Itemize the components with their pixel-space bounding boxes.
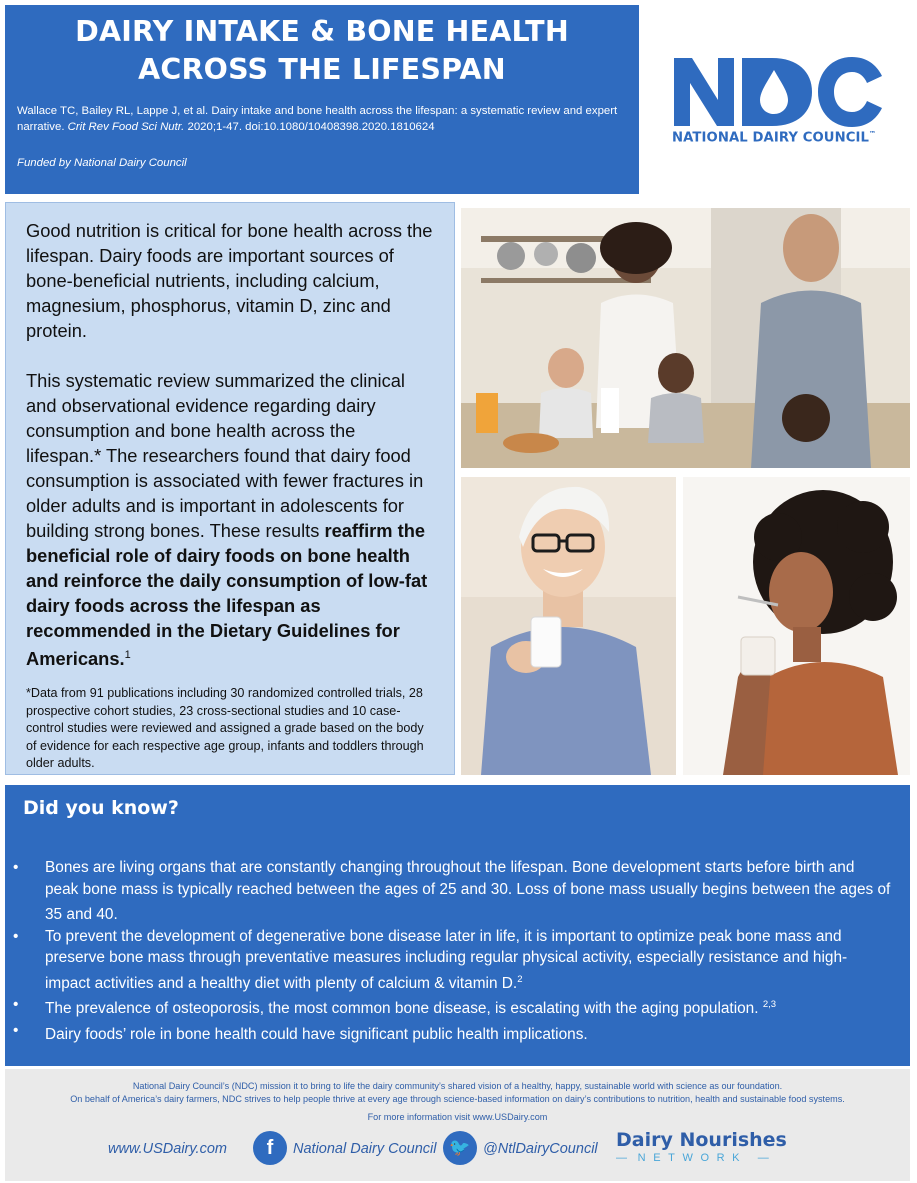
bullet-icon: • xyxy=(13,859,19,876)
data-footnote: *Data from 91 publications including 30 randomized controlled trials, 28 prospective cohort studies, 23 cross-sectional studies and 10 case-control studies were reviewed and assigned a grade based on the body of evidence for each respective age group, infants and toddlers through older adults. xyxy=(26,686,424,771)
citation-main: Wallace TC, Bailey RL, Lappe J, et al. Dairy intake and bone health across the lifespan: a systematic review and expert narrative. xyxy=(17,105,618,133)
logo-subtitle: NATIONAL DAIRY COUNCIL™ xyxy=(672,130,877,146)
intro-paragraph-1: Good nutrition is critical for bone health across the lifespan. Dairy foods are important sources of bone-beneficial nutrients, including calcium, magnesium, phosphorus, vitamin D, zinc and protein. xyxy=(26,220,433,341)
dairy-nourishes-logo xyxy=(616,1129,796,1164)
social-links xyxy=(5,1129,910,1169)
senior-woman-milk-photo xyxy=(461,477,676,775)
twitter-link[interactable]: @NtlDairyCouncil xyxy=(483,1141,598,1157)
fact-item xyxy=(13,1020,892,1046)
intro-paragraph-2-bold: reaffirm the beneficial role of dairy foods on bone health and reinforce the daily consumption of low-fat dairy foods across the lifespan as recommended in the Dietary Guidelines for Americans. xyxy=(26,520,428,670)
fact-text: Dairy foods’ role in bone health could have significant public health implications. xyxy=(45,1026,588,1043)
dairy-nourishes-name: Dairy Nourishes xyxy=(616,1129,787,1151)
facebook-link[interactable]: National Dairy Council xyxy=(293,1141,437,1157)
footer xyxy=(5,1069,910,1181)
funding-note: Funded by National Dairy Council xyxy=(17,157,187,169)
dairy-nourishes-network: — NETWORK — xyxy=(616,1152,769,1164)
page-title: DAIRY INTAKE & BONE HEALTH ACROSS THE LIFESPAN xyxy=(75,15,569,86)
reference-1: 1 xyxy=(124,649,131,661)
citation-tail: 2020;1-47. doi:10.1080/10408398.2020.1810624 xyxy=(187,121,435,133)
reference-2: 2 xyxy=(517,973,523,985)
fact-item xyxy=(13,857,892,926)
fact-item xyxy=(13,994,892,1020)
did-you-know-section xyxy=(5,785,910,1066)
website-link[interactable]: www.USDairy.com xyxy=(108,1141,227,1157)
bullet-icon: • xyxy=(13,1021,19,1039)
fact-text: To prevent the development of degenerative bone disease later in life, it is important to optimize peak bone mass and preserve bone mass through preventative measures including regular physical activity, especially resistance and high-impact activities and a healthy diet with plenty of calcium & vitamin D. xyxy=(45,927,848,992)
fact-item xyxy=(13,926,892,995)
bullet-icon: • xyxy=(13,996,19,1014)
fact-text: The prevalence of osteoporosis, the most common bone disease, is escalating with the aging population. xyxy=(45,1000,763,1018)
twitter-icon[interactable]: 🐦 xyxy=(443,1131,477,1165)
fact-text: Bones are living organs that are constantly changing throughout the lifespan. Bone development starts before birth and peak bone mass is typically reached between the ages of 25 and 30. Loss of bone mass usually begins between the ages of 35 and 40. xyxy=(45,859,891,924)
mission-statement: National Dairy Council’s (NDC) mission it to bring to life the dairy community’s shared vision of a healthy, happy, sustainable world with science as our foundation. On behalf of America’s dairy farmers, NDC strives to help people thrive at every age through science-based information on dairy’s contributions to nutrition, health and sustainable food systems. xyxy=(70,1081,845,1104)
facebook-icon[interactable]: f xyxy=(253,1131,287,1165)
intro-paragraph-2-plain: This systematic review summarized the clinical and observational evidence regarding dairy consumption and bone health across the lifespan.* The researchers found that dairy food consumption is associated with fewer fractures in older adults and is important in adolescents for building strong bones. These results xyxy=(26,370,424,541)
citation-journal: Crit Rev Food Sci Nutr. xyxy=(67,121,185,133)
more-info-text: For more information visit www.USDairy.com xyxy=(367,1112,548,1122)
facts-list xyxy=(13,857,892,1046)
woman-yogurt-photo xyxy=(683,477,910,775)
ndc-logo-mark xyxy=(670,52,890,130)
family-kitchen-photo xyxy=(461,208,910,468)
intro-panel xyxy=(5,202,455,775)
ndc-logo xyxy=(670,52,890,152)
reference-2-3: 2,3 xyxy=(762,999,777,1011)
header-banner xyxy=(5,5,639,194)
intro-paragraph-2 xyxy=(26,368,434,671)
did-you-know-title: Did you know? xyxy=(23,797,179,819)
bullet-icon: • xyxy=(13,927,19,945)
citation xyxy=(17,103,627,135)
